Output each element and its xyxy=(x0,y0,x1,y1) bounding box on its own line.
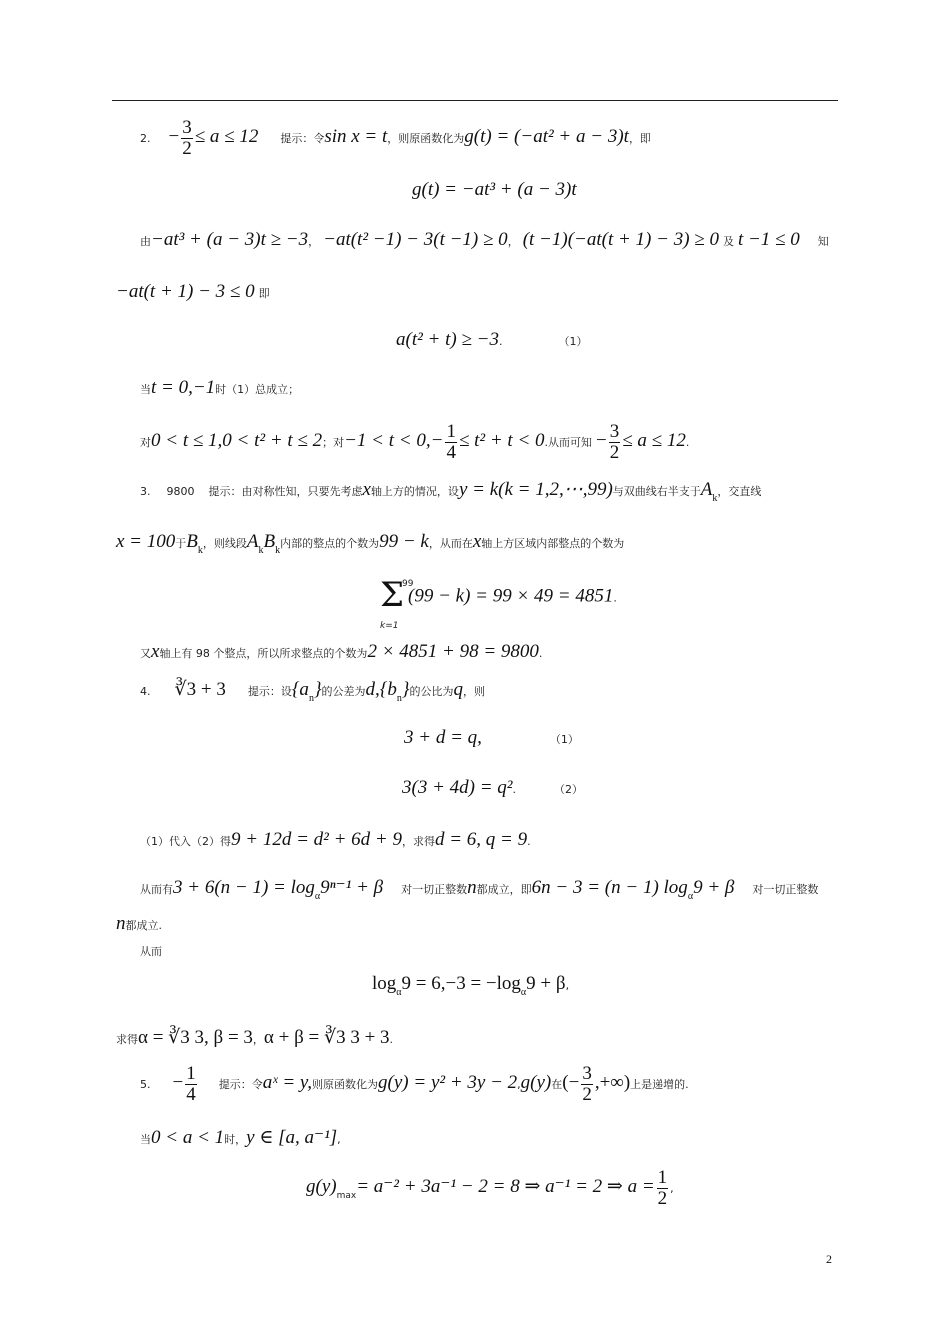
fraction: $\frac{1}{2}$ xyxy=(657,1167,668,1209)
problem-number: 4. xyxy=(140,685,151,698)
header-rule xyxy=(112,100,838,101)
problem-2-line-6: 当t = 0,−1时（1）总成立； xyxy=(140,377,300,398)
problem-number: 5. xyxy=(140,1078,151,1092)
problem-4-line-7: 从而 xyxy=(140,945,162,958)
fraction: $\frac{1}{4}$ xyxy=(186,1063,196,1105)
fraction: $\frac{3}{2}$ xyxy=(182,117,192,159)
problem-2-line-1: 2. − $\frac{3}{2}$ ≤ a ≤ 12 提示：令sin x = t，则原函数化为g(t) = (−at² + a − 3)t，即 xyxy=(140,117,651,159)
problem-number: 2. xyxy=(140,132,151,146)
problem-4-line-9: 求得α = ∛3 3, β = 3，α + β = ∛3 3 + 3. xyxy=(116,1027,394,1048)
problem-3-line-2: x = 100于$B_k$，则线段$A_kB_k$内部的整点的个数为99 − k，从而在x轴上方区域内部整点的个数为 xyxy=(116,531,625,556)
problem-4-line-1: 4. ∛3 + 3 提示：设$\{a_n\}$的公差为$d,\{b_n\}$的公比为q，则 xyxy=(140,679,486,704)
fraction: $\frac{3}{2}$ xyxy=(582,1063,592,1105)
problem-4-line-6: n都成立. xyxy=(116,913,162,934)
problem-number: 3. xyxy=(140,485,151,498)
problem-3-line-1: 3. 9800 提示：由对称性知，只要先考虑x轴上方的情况，设y = k(k = 1,2,⋯,99)与双曲线右半支于$A_k$，交直线 xyxy=(140,479,762,504)
problem-2-line-7: 对0 < t ≤ 1,0 < t² + t ≤ 2；对−1 < t < 0,− $\frac{1}{4}$ ≤ t² + t < 0.从而可知 − $\frac{3}{2}$ ≤ a ≤ 12. xyxy=(140,421,690,463)
problem-3-line-4: 又x轴上有 98 个整点，所以所求整点的个数为2 × 4851 + 98 = 9800. xyxy=(140,641,543,662)
fraction: $\frac{3}{2}$ xyxy=(609,421,620,463)
equation-display: 3 + d = q, （1） xyxy=(404,727,579,748)
problem-2-line-3: 由−at³ + (a − 3)t ≥ −3， −at(t² −1) − 3(t −1) ≥ 0， (t −1)(−at(t + 1) − 3) ≥ 0 及 t −1 ≤ 0 知 xyxy=(140,229,829,250)
equation-display: 3(3 + 4d) = q². （2） xyxy=(402,777,583,798)
problem-5-line-1: 5. − $\frac{1}{4}$ 提示：令aˣ = y,则原函数化为g(y) = y² + 3y − 2,g(y)在(− $\frac{3}{2}$ ,+∞)上是递增的. xyxy=(140,1063,689,1105)
problem-2-line-4: −at(t + 1) − 3 ≤ 0 即 xyxy=(116,281,270,302)
problem-5-line-2: 当0 < a < 1时，y ∈ [a, a⁻¹], xyxy=(140,1127,341,1148)
equation-display: $g(y)_{max}= a^{-2} + 3a^{-1} - 2 = 8$ ⇒ a⁻¹ = 2 ⇒ a = $\frac{1}{2}$ , xyxy=(306,1167,674,1209)
summation-display: Σ 99 k=1 (99 − k) = 99 × 49 = 4851. xyxy=(380,575,617,631)
equation-display: a(t² + t) ≥ −3. （1） xyxy=(396,329,588,350)
fraction: $\frac{1}{4}$ xyxy=(446,421,456,463)
equation-display: g(t) = −at³ + (a − 3)t xyxy=(412,179,577,200)
page-number: 2 xyxy=(826,1252,832,1266)
problem-4-line-5: 从而有$3 + 6(n - 1) = \log_\alpha 9^{n-1} + \beta$ 对一切正整数n都成立，即6n − 3 = (n − 1) $\log_\alpha 9 + \beta$ 对一切正整数 xyxy=(140,877,819,902)
equation-display: $\log_\alpha 9 = 6,-3 = -\log_\alpha 9 + \beta$, xyxy=(372,973,570,998)
problem-4-line-4: （1）代入（2）得9 + 12d = d² + 6d + 9，求得d = 6, q = 9. xyxy=(140,829,531,850)
sigma-symbol: Σ xyxy=(380,575,405,615)
